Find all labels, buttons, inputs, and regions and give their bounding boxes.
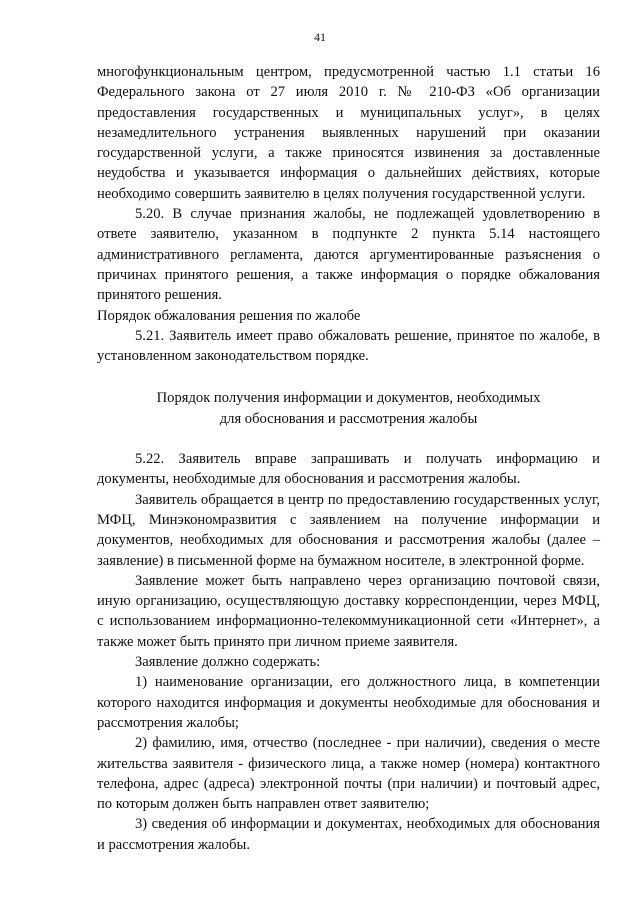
paragraph-continuation: многофункциональным центром, предусмотренной частью 1.1 статьи 16 Федерального закона от 27 июля 2010 г. № 210-ФЗ «Об организации предоставления государственных и муниципальных услуг», в целях незамедлительного устранения выявленных нарушений при оказании государственной услуги, а также приносятся извинения за доставленные неудобства и указывается информация о дальнейших действиях, которые необходимо совершить заявителю в целях получения государственной услуги. <box>97 64 600 202</box>
section-heading-appeal-procedure: Порядок обжалования решения по жалобе <box>97 307 361 324</box>
paragraph-contents-intro: Заявление должно содержать: <box>135 654 321 671</box>
list-item-2: 2) фамилию, имя, отчество (последнее - при наличии), сведения о месте жительства заявителя - физического лица, а также номер (номера) контактного телефона, адрес (адреса) электронной почты (при наличии) и почтовый адрес, по которым должен быть направлен ответ заявителю; <box>97 735 600 813</box>
paragraph-applicant-request: Заявитель обращается в центр по предоставлению государственных услуг, МФЦ, Минэкономразвития с заявлением на получение информации и документов, необходимых для обоснования и рассмотрения жалобы (далее – заявление) в письменной форме на бумажном носителе, в электронной форме. <box>97 491 600 569</box>
list-item-3: 3) сведения об информации и документах, необходимых для обоснования и рассмотрения жалобы. <box>97 816 600 853</box>
heading-line-1: Порядок получения информации и документов, необходимых <box>156 390 541 407</box>
heading-line-2: для обоснования и рассмотрения жалобы <box>219 410 478 427</box>
section-heading-information-procedure <box>97 388 600 429</box>
paragraph-submission-channels: Заявление может быть направлено через организацию почтовой связи, иную организацию, осуществляющую доставку корреспонденции, через МФЦ, с использованием информационно-телекоммуникационной сети «Интернет», а также может быть принято при личном приеме заявителя. <box>97 572 600 650</box>
paragraph-5-22: 5.22. Заявитель вправе запрашивать и получать информацию и документы, необходимые для обоснования и рассмотрения жалобы. <box>97 451 600 488</box>
page-number: 41 <box>314 30 326 44</box>
list-item-1: 1) наименование организации, его должностного лица, в компетенции которого находится информация и документы необходимые для обоснования и рассмотрения жалобы; <box>97 674 600 731</box>
paragraph-5-20: 5.20. В случае признания жалобы, не подлежащей удовлетворению в ответе заявителю, указанном в подпункте 2 пункта 5.14 настоящего административного регламента, даются аргументированные разъяснения о причинах принятого решения, а также информация о порядке обжалования принятого решения. <box>97 206 600 304</box>
paragraph-5-21: 5.21. Заявитель имеет право обжаловать решение, принятое по жалобе, в установленном законодательством порядке. <box>97 327 600 365</box>
document-body <box>97 62 600 855</box>
